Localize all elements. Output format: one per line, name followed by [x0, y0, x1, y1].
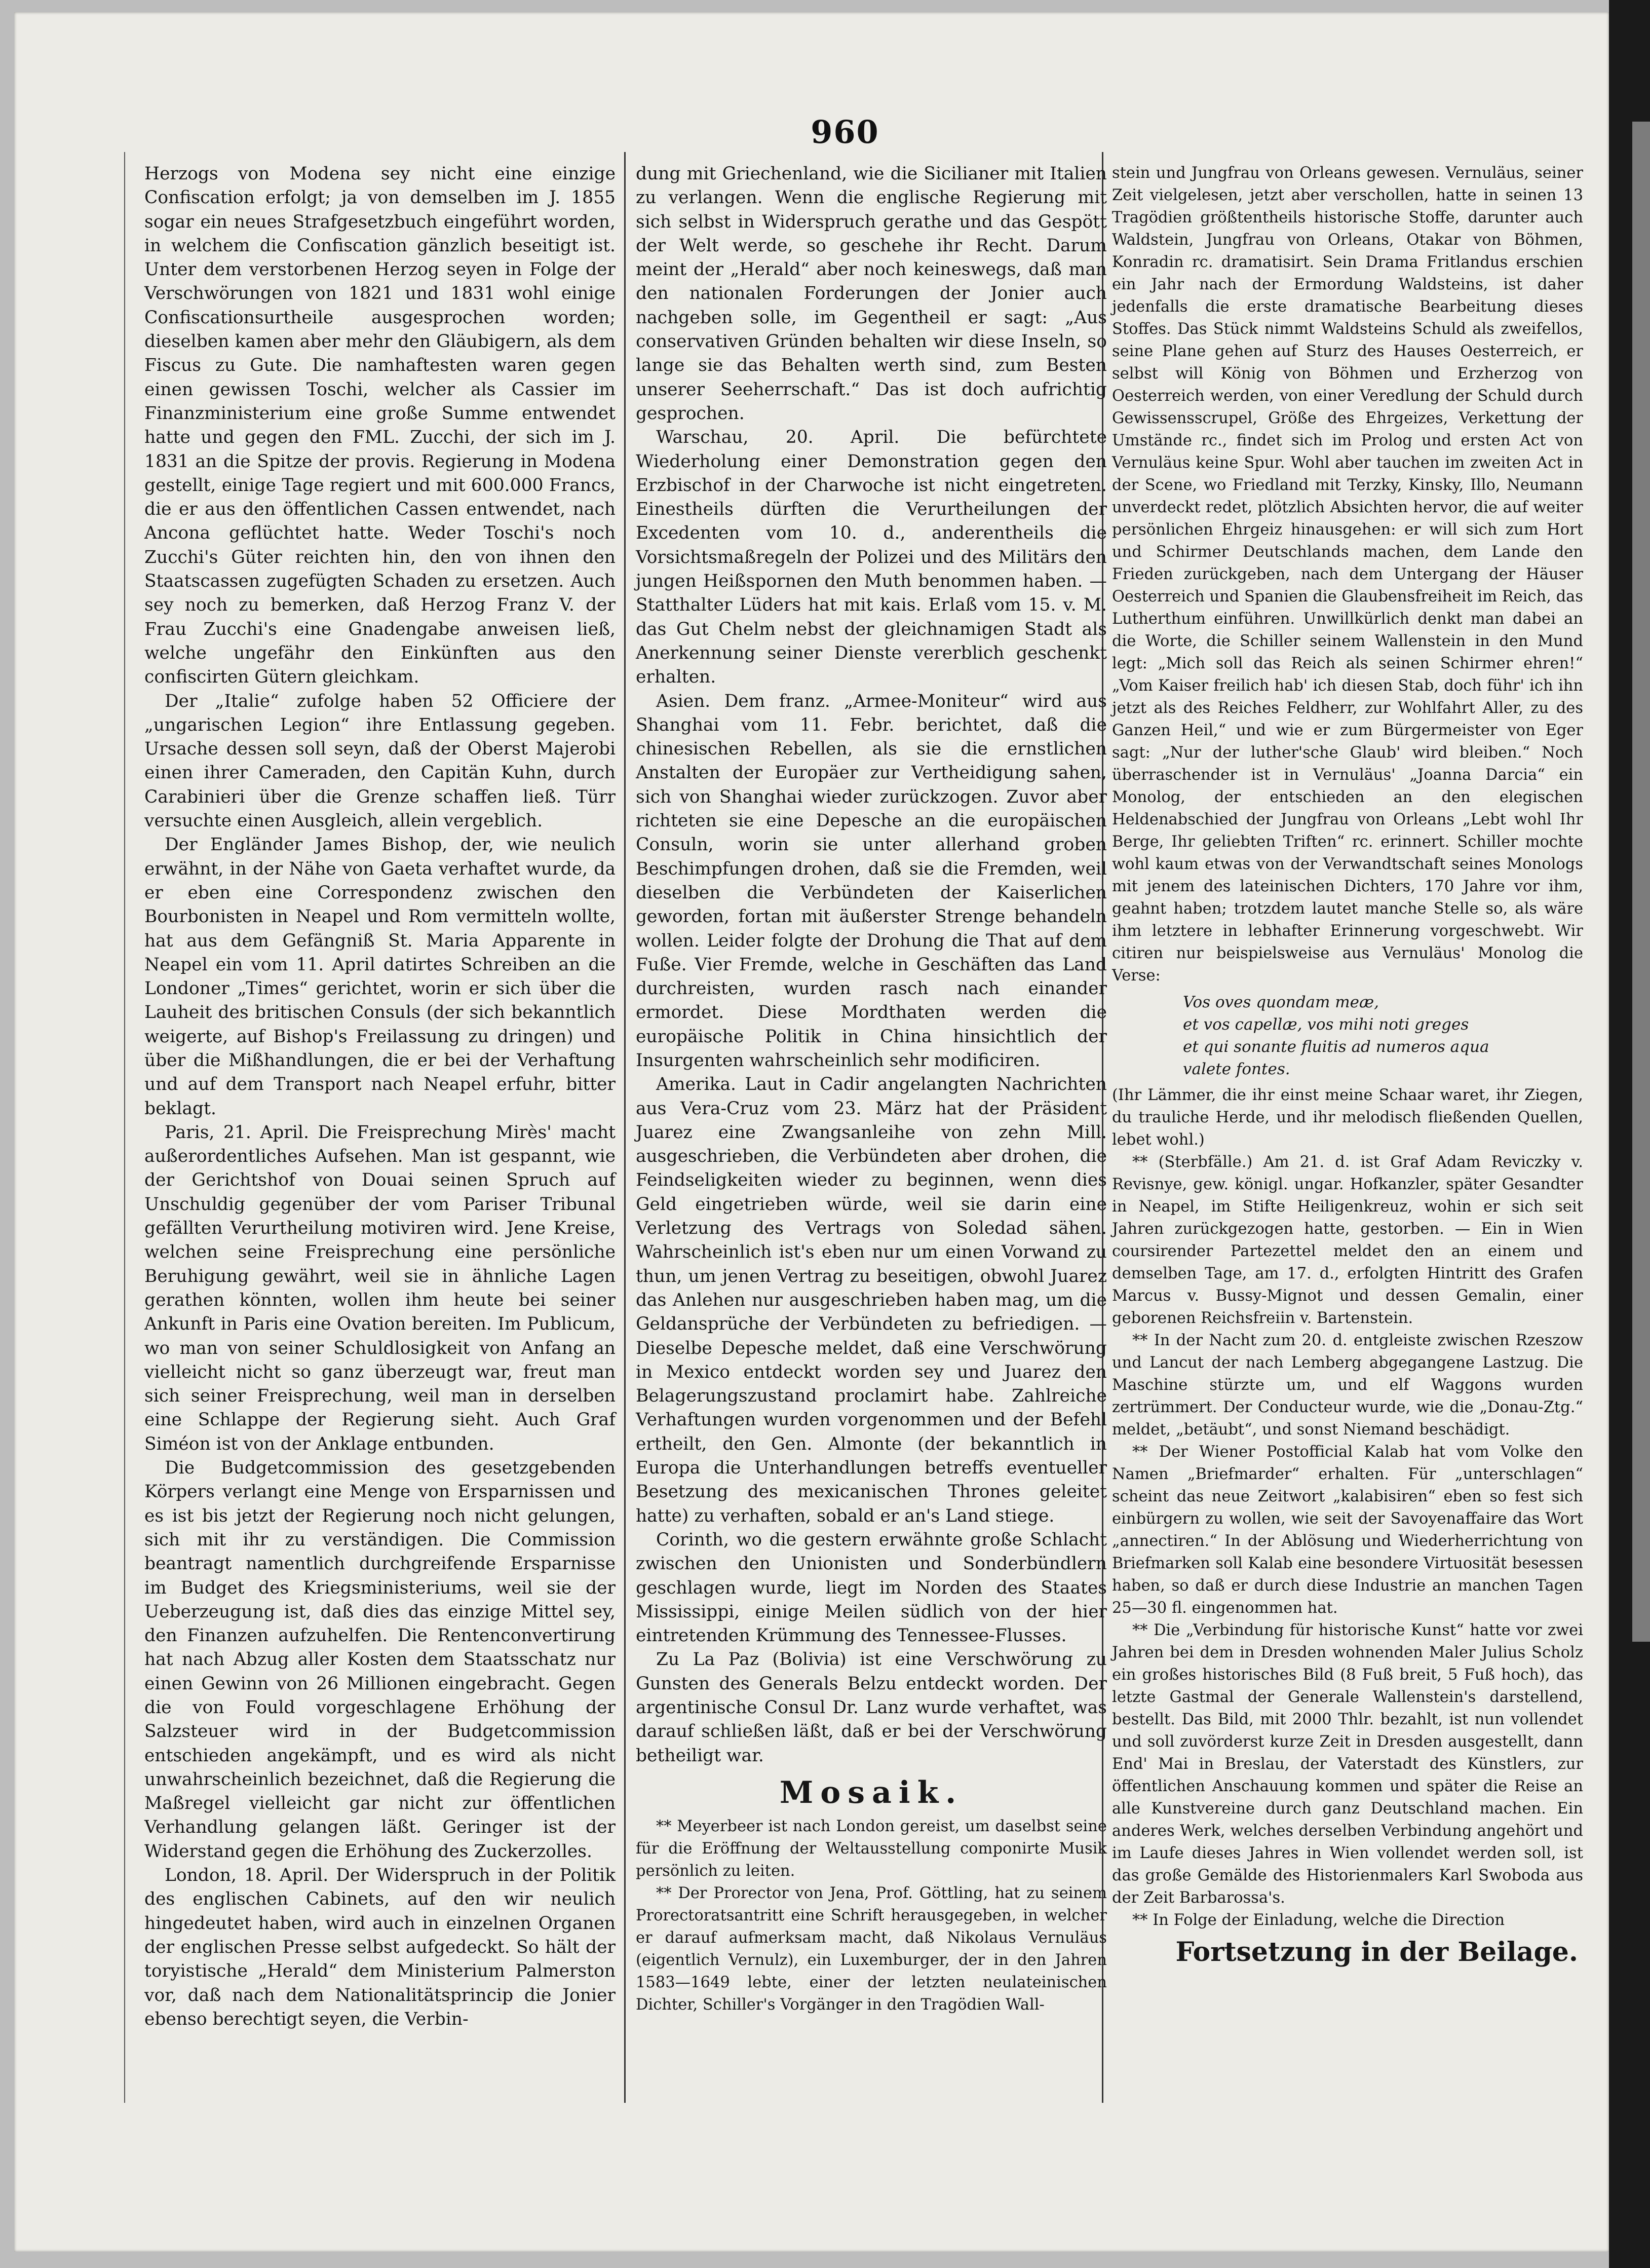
article-warschau: Warschau, 20. April. Die befürchtete Wiederholung einer Demonstration gegen den Erzbischof in der Charwoche ist nicht eingetreten. Einestheils dürften die Verurtheilungen der Excedenten vom 10. d., anderentheils die Vorsichtsmaßregeln der Polizei und des Militärs den jungen Heißspornen den Muth benommen haben. — Statthalter Lüders hat mit kais. Erlaß vom 15. v. M. das Gut Chelm nebst der gleichnamigen Stadt als Anerkennung seiner Dienste vererblich geschenkt erhalten.: [636, 427, 1107, 688]
latin-verse: [1112, 991, 1583, 1080]
article-corinth: Corinth, wo die gestern erwähnte große Schlacht zwischen den Unionisten und Sonderbündlern geschlagen wurde, liegt im Norden des Staates Mississippi, einige Meilen südlich von der hier eintretenden Krümmung des Tennessee-Flusses.: [636, 1529, 1107, 1646]
column-2: [636, 162, 1107, 2016]
continuation-note: Fortsetzung in der Beilage.: [1175, 1937, 1578, 1968]
article-paris: Paris, 21. April. Die Freisprechung Mirès' macht außerordentliches Aufsehen. Man ist gespannt, wie der Gerichtshof von Douai seinen Spruch auf Unschuldig gegenüber der vom Pariser Tribunal gefällten Verurtheilung motiviren wird. Jene Kreise, welchen seine Freisprechung eine persönliche Beruhigung gewährt, weil sie in ähnliche Lagen gerathen könnten, wollen ihm heute bei seiner Ankunft in Paris eine Ovation bereiten. Im Publicum, wo man von seiner Schuldlosigkeit von Anfang an vielleicht nicht so ganz überzeugt war, freut man sich seiner Freisprechung, weil man in derselben eine Schlappe der Regierung sieht. Auch Graf Siméon ist von der Anklage entbunden.: [144, 1122, 616, 1454]
mosaik-item-kalab: ** Der Wiener Postofficial Kalab hat vom Volke den Namen „Briefmarder“ erhalten. Für „unterschlagen“ scheint das neue Zeitwort „kalabisiren“ eben so fest sich einbürgern zu wollen, wie seit der Savoyenaffaire das Wort „annectiren.“ In der Ablösung und Wiederherrichtung von Briefmarken soll Kalab eine besondere Virtuosität besessen haben, so daß er durch diese Industrie an manchen Tagen 25—30 fl. eingenommen hat.: [1112, 1443, 1583, 1617]
latin-verse-line: Vos oves quondam meæ,: [1183, 993, 1379, 1011]
article-italie-legion: Der „Italie“ zufolge haben 52 Officiere der „ungarischen Legion“ ihre Entlassung gegeben. Ursache dessen soll seyn, daß der Oberst Majerobi einen ihrer Cameraden, den Capitän Kuhn, durch Carabinieri über die Grenze schaffen ließ. Türr versuchte einen Ausgleich, allein vergeblich.: [144, 691, 616, 831]
article-asien: Asien. Dem franz. „Armee-Moniteur“ wird aus Shanghai vom 11. Febr. berichtet, daß die chinesischen Rebellen, als sie die ernstlichen Anstalten der Europäer zur Vertheidigung sahen, sich von Shanghai wieder zurückzogen. Zuvor aber richteten sie eine Depesche an die europäischen Consuln, worin sie unter allerhand groben Beschimpfungen drohen, daß sie die Fremden, weil dieselben die Verbündeten der Kaiserlichen geworden, fortan mit äußerster Strenge behandeln wollen. Leider folgte der Drohung die That auf dem Fuße. Vier Fremde, welche in Geschäften das Land durchreisten, wurden rasch nach einander ermordet. Diese Mordthaten werden die europäische Politik in China hinsichtlich der Insurgenten wahrscheinlich sehr modificiren.: [636, 691, 1107, 1071]
mosaik-item-historische-kunst: ** Die „Verbindung für historische Kunst“ hatte vor zwei Jahren bei dem in Dresden wohnenden Maler Julius Scholz ein großes historisches Bild (8 Fuß breit, 5 Fuß hoch), das letzte Gastmal der Generale Wallenstein's darstellend, bestellt. Das Bild, mit 2000 Thlr. bezahlt, ist nun vollendet und soll zuvörderst kurze Zeit in Dresden ausgestellt, dann End' Mai in Breslau, der Vaterstadt des Künstlers, zur öffentlichen Anschauung kommen und später die Reise an alle Kunstvereine durch ganz Deutschland machen. Ein anderes Werk, welches derselben Verbindung angehört und im Laufe dieses Jahres in Wien vollendet werden soll, ist das große Gemälde des Historienmalers Karl Swoboda aus der Zeit Barbarossa's.: [1112, 1621, 1583, 1907]
latin-verse-line: et qui sonante fluitis ad numeros aqua: [1183, 1038, 1489, 1056]
left-margin-rule: [124, 152, 125, 2103]
scan-edge-paper: [1632, 122, 1650, 1642]
latin-verse-line: valete fontes.: [1183, 1060, 1290, 1078]
mosaik-item-einladung: ** In Folge der Einladung, welche die Direction: [1132, 1911, 1505, 1929]
article-la-paz: Zu La Paz (Bolivia) ist eine Verschwörung zu Gunsten des Generals Belzu entdeckt worden. Der argentinische Consul Dr. Lanz wurde verhaftet, was darauf schließen läßt, daß er bei der Verschwörung betheiligt war.: [636, 1649, 1107, 1766]
column-3: [1112, 162, 1583, 1970]
article-london: London, 18. April. Der Widerspruch in der Politik des englischen Cabinets, auf den wir neulich hingedeutet haben, wird auch in einzelnen Organen der englischen Presse selbst aufgedeckt. So hält der toryistische „Herald“ dem Ministerium Palmerston vor, daß nach dem Nationalitätsprincip die Jonier ebenso berechtigt seyen, die Verbin-: [144, 1865, 616, 2029]
article-amerika: Amerika. Laut in Cadir angelangten Nachrichten aus Vera-Cruz vom 23. März hat der Präsident Juarez eine Zwangsanleihe von zehn Mill. ausgeschrieben, die Verbündeten aber drohen, die Feindseligkeiten wieder zu beginnen, wenn dies Geld eingetrieben würde, weil sie darin eine Verletzung des Vertrags von Soledad sähen. Wahrscheinlich ist's eben nur um einen Vorwand zu thun, um jenen Vertrag zu beseitigen, obwohl Juarez das Anlehen nur ausgeschrieben haben mag, um die Geldansprüche der Verbündeten zu befriedigen. — Dieselbe Depesche meldet, daß eine Verschwörung in Mexico entdeckt worden sey und Juarez den Belagerungszustand proclamirt habe. Zahlreiche Verhaftungen wurden vorgenommen und der Befehl ertheilt, den Gen. Almonte (der bekanntlich in Europa die Unterhandlungen betreffs eventueller Besetzung des mexicanischen Thrones geleitet hatte) zu verhaften, sobald er an's Land stiege.: [636, 1074, 1107, 1526]
verse-translation: (Ihr Lämmer, die ihr einst meine Schaar waret, ihr Ziegen, du trauliche Herde, und ihr melodisch fließenden Quellen, lebet wohl.): [1112, 1086, 1583, 1149]
page-number: 960: [811, 114, 879, 150]
article-budgetcommission: Die Budgetcommission des gesetzgebenden Körpers verlangt eine Menge von Ersparnissen und es ist bis jetzt der Regierung noch nicht gelungen, sich mit ihr zu verständigen. Die Commission beantragt namentlich durchgreifende Ersparnisse im Budget des Kriegsministeriums, weil sie der Ueberzeugung ist, daß dies das einzige Mittel sey, den Finanzen aufzuhelfen. Die Rentenconvertirung hat nach Abzug aller Kosten dem Staatsschatz nur einen Gewinn von 26 Millionen eingebracht. Gegen die von Fould vorgeschlagene Erhöhung der Salzsteuer wird in der Budgetcommission entschieden angekämpft, und es wird als nicht unwahrscheinlich bezeichnet, daß die Regierung die Maßregel vielleicht gar nicht zur öffentlichen Verhandlung gelangen läßt. Geringer ist der Widerstand gegen die Erhöhung des Zuckerzolles.: [144, 1458, 616, 1862]
column-rule-1: [624, 152, 626, 2103]
article-vernulaeus: stein und Jungfrau von Orleans gewesen. Vernuläus, seiner Zeit vielgelesen, jetzt aber verschollen, hatte in seinen 13 Tragödien größtentheils historische Stoffe, darunter auch Waldstein, Jungfrau von Orleans, Otakar von Böhmen, Konradin rc. dramatisirt. Sein Drama Fritlandus erschien ein Jahr nach der Ermordung Waldsteins, ist daher jedenfalls die erste dramatische Bearbeitung dieses Stoffes. Das Stück nimmt Waldsteins Schuld als zweifellos, seine Plane gehen auf Sturz des Hauses Oesterreich, er selbst will König von Böhmen und Erzherzog von Oesterreich werden, von einer Veredlung der Schuld durch Gewissensscrupel, Größe des Ehrgeizes, Verkettung der Umstände rc., findet sich im Prolog und ersten Act von Vernuläus keine Spur. Wohl aber tauchen im zweiten Act in der Scene, wo Friedland mit Terzky, Kinsky, Illo, Neumann unverdeckt redet, plötzlich Absichten hervor, die auf weiter persönlichen Ehrgeiz hinausgehen: er will sich zum Hort und Schirmer Deutschlands machen, dem Lande den Frieden zurückgeben, nach dem Untergang der Häuser Oesterreich und Spanien die Glaubensfreiheit im Reich, das Lutherthum einführen. Unwillkürlich denkt man dabei an die Worte, die Schiller seinem Wallenstein in den Mund legt: „Mich soll das Reich als seinen Schirmer ehren!“ „Vom Kaiser freilich hab' ich diesen Stab, doch führ' ich ihn jetzt als des Reiches Feldherr, zur Wohlfahrt Aller, zu des Ganzen Heil,“ und wie er zum Bürgermeister von Eger sagt: „Nur der luther'sche Glaub' wird bleiben.“ Noch überraschender ist in Vernuläus' „Joanna Darcia“ ein Monolog, der entschieden an den elegischen Heldenabschied der Jungfrau von Orleans „Lebt wohl Ihr Berge, Ihr geliebten Triften“ rc. erinnert. Schiller mochte wohl kaum etwas von der Verwandtschaft seines Monologs mit jenem des lateinischen Dichters, 170 Jahre vor ihm, geahnt haben; trotzdem lautet manche Stelle so, als wäre ihm letztere in lebhafter Erinnerung vorgeschwebt. Wir citiren nur beispielsweise aus Vernuläus' Monolog die Verse:: [1112, 164, 1583, 985]
mosaik-item-jena: ** Der Prorector von Jena, Prof. Göttling, hat zu seinem Prorectoratsantritt eine Schrift herausgegeben, in welcher er darauf aufmerksam macht, daß Nikolaus Vernuläus (eigentlich Vernulz), ein Luxemburger, der in den Jahren 1583—1649 lebte, einer der letzten neulateinischen Dichter, Schiller's Vorgänger in den Tragödien Wall-: [636, 1884, 1107, 2014]
section-title-mosaik: Mosaik.: [779, 1774, 964, 1810]
mosaik-item-meyerbeer: ** Meyerbeer ist nach London gereist, um daselbst seine für die Eröffnung der Weltausstellung componirte Musik persönlich zu leiten.: [636, 1817, 1107, 1880]
latin-verse-line: et vos capellæ, vos mihi noti greges: [1183, 1015, 1469, 1034]
mosaik-item-sterbfaelle: ** (Sterbfälle.) Am 21. d. ist Graf Adam Reviczky v. Revisnye, gew. königl. ungar. Hofkanzler, später Gesandter in Neapel, im Stifte Heiligenkreuz, wohin er sich seit Jahren zurückgezogen hatte, gestorben. — Ein in Wien coursirender Partezettel meldet den an einem und demselben Tage, am 17. d., erfolgten Hintritt des Grafen Marcus v. Bussy-Mignot und dessen Gemalin, einer geborenen Reichsfreiin v. Bartenstein.: [1112, 1153, 1583, 1327]
column-1: [144, 162, 616, 2031]
article-james-bishop: Der Engländer James Bishop, der, wie neulich erwähnt, in der Nähe von Gaeta verhaftet wurde, da er eben eine Correspondenz zwischen den Bourbonisten in Neapel und Rom vermitteln wollte, hat aus dem Gefängniß St. Maria Apparente in Neapel ein vom 11. April datirtes Schreiben an die Londoner „Times“ gerichtet, worin er sich über die Lauheit des britischen Consuls (der sich bekanntlich weigerte, auf Bishop's Freilassung zu dringen) und über die Mißhandlungen, die er bei der Verhaftung und auf dem Transport nach Neapel erfuhr, bitter beklagt.: [144, 835, 616, 1119]
article-modena: Herzogs von Modena sey nicht eine einzige Confiscation erfolgt; ja von demselben im J. 1855 sogar ein neues Strafgesetzbuch eingeführt worden, in welchem die Confiscation gänzlich beseitigt ist. Unter dem verstorbenen Herzog seyen in Folge der Verschwörungen von 1821 und 1831 wohl einige Confiscationsurtheile ausgesprochen worden; dieselben kamen aber mehr den Gläubigern, als dem Fiscus zu Gute. Die namhaftesten waren gegen einen gewissen Toschi, welcher als Cassier im Finanzministerium eine große Summe entwendet hatte und gegen den FML. Zucchi, der sich im J. 1831 an die Spitze der provis. Regierung in Modena gestellt, einige Tage regiert und mit 600.000 Francs, die er aus den öffentlichen Cassen entwendet, nach Ancona geflüchtet hatte. Weder Toschi's noch Zucchi's Güter reichten hin, den von ihnen den Staatscassen zugefügten Schaden zu ersetzen. Auch sey noch zu bemerken, daß Herzog Franz V. der Frau Zucchi's eine Gnadengabe anweisen ließ, welche ungefähr den Einkünften aus den confiscirten Gütern gleichkam.: [144, 164, 616, 688]
article-london-cont: dung mit Griechenland, wie die Sicilianer mit Italien zu verlangen. Wenn die englische Regierung mit sich selbst in Widerspruch gerathe und das Gespött der Welt werde, so geschehe ihr Recht. Darum meint der „Herald“ aber noch keineswegs, daß man den nationalen Forderungen der Jonier auch nachgeben solle, im Gegentheil er sagt: „Aus conservativen Gründen behalten wir diese Inseln, so lange sie das Behalten werth sind, zum Besten unserer Seeherrschaft.“ Das ist doch aufrichtig gesprochen.: [636, 164, 1107, 424]
mosaik-item-rzeszow: ** In der Nacht zum 20. d. entgleiste zwischen Rzeszow und Lancut der nach Lemberg abgegangene Lastzug. Die Maschine stürzte um, und elf Waggons wurden zertrümmert. Der Conducteur wurde, wie die „Donau-Ztg.“ meldet, „betäubt“, und sonst Niemand beschädigt.: [1112, 1332, 1583, 1439]
